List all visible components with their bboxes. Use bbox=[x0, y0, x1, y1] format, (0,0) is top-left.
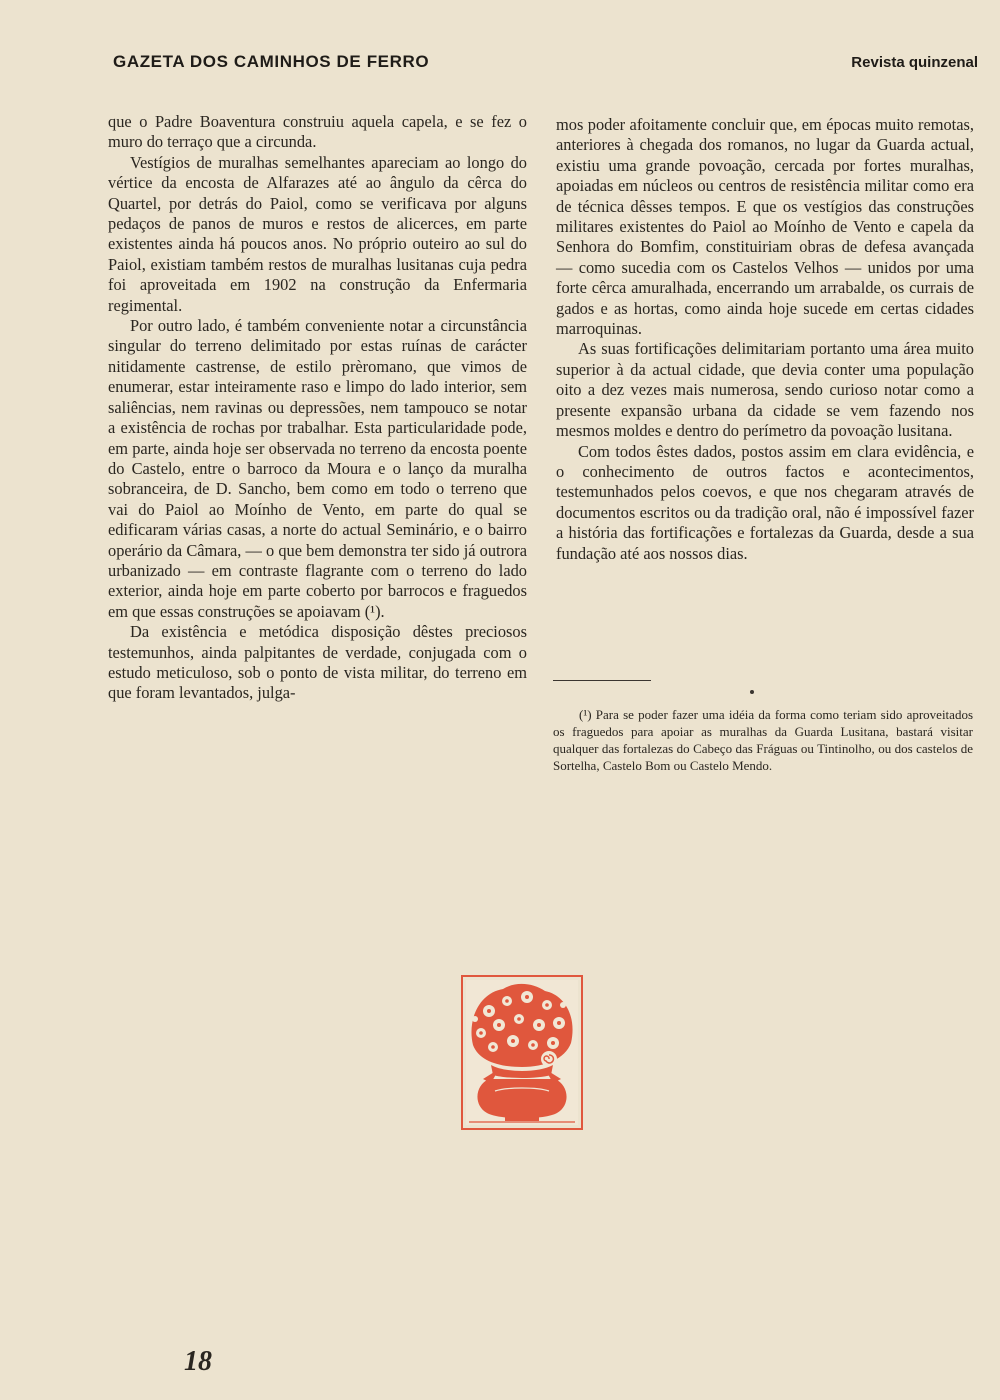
paragraph-left-1: que o Padre Boaventura construiu aquela capela, e se fez o muro do terraço que a circunda. bbox=[108, 112, 527, 152]
footnote bbox=[553, 706, 973, 774]
page-number: 18 bbox=[184, 1346, 212, 1377]
footnote-text: (¹) Para se poder fazer uma idéia da forma como teriam sido aproveitados os fraguedos para apoiar as muralhas da Guarda Lusitana, bastará visitar qualquer das fortalezas do Cabeço das Fráguas ou Tintinolho, ou dos castelos de Sortelha, Castelo Bom ou Castelo Mendo. bbox=[553, 707, 973, 773]
paragraph-right-2: As suas fortificações delimitariam portanto uma área muito superior à da actual cidade, que devia conter uma população oito a dez vezes mais numerosa, sendo curioso notar como a presente expansão urbana da cidade se vem fazendo nos mesmos moldes e dentro do perímetro da povoação lusitana. bbox=[556, 339, 974, 441]
footnote-divider bbox=[553, 680, 651, 681]
paragraph-left-3: Por outro lado, é também conveniente notar a circunstância singular do terreno delimitado por estas ruínas de carácter nitidamente castrense, de estilo prèromano, que vimos de enumerar, estar inteiramente raso e limpo do lado interior, sem saliências, nem ravinas ou depressões, nem tampouco se notar a existência de rochas por trabalhar. Esta particularidade pode, em parte, ainda hoje ser observada no terreno da encosta poente do Castelo, entre o barroco da Moura e o lanço da muralha sobranceira, de D. Sancho, bem como em todo o terreno que vai do Paiol ao Moínho de Vento, em parte do qual se edificaram várias casas, a norte do actual Seminário, e o bairro operário da Câmara, — o que bem demonstra ter sido já outrora urbanizado — em contraste flagrante com o terreno do lado exterior, ainda hoje em parte coberto por barrocos e fraguedos em que essas construções se apoiavam (¹). bbox=[108, 316, 527, 621]
paragraph-left-4: Da existência e metódica disposição dêstes preciosos testemunhos, ainda palpitantes de verdade, conjugada com o estudo meticuloso, sob o ponto de vista militar, do terreno em que foram levantados, julga- bbox=[108, 622, 527, 703]
paragraph-right-1: mos poder afoitamente concluir que, em épocas muito remotas, anteriores à chegada dos romanos, no lugar da Guarda actual, existiu uma grande povoação, cercada por fortes muralhas, apoiadas em núcleos ou centros de resistência militar como era de técnica dêsses tempos. E que os vestígios das construções militares existentes do Paiol ao Moínho de Vento e capela da Senhora do Bomfim, constituiriam obras de defesa avançada — como sucedia com os Castelos Velhos — unidos por uma forte cêrca amuralhada, encerrando um arrabalde, os currais de gados e as hortas, como ainda hoje sucede em certas cidades marroquinas. bbox=[556, 115, 974, 339]
paragraph-right-3: Com todos êstes dados, postos assim em clara evidência, e o conhecimento de outros factos e acontecimentos, testemunhados pelos coevos, e que nos chegaram através de documentos escritos ou da tradição oral, não é impossível fazer a história das fortificações e fortalezas da Guarda, desde a sua fundação até aos nossos dias. bbox=[556, 441, 974, 563]
ink-dot bbox=[750, 690, 754, 694]
publication-title: GAZETA DOS CAMINHOS DE FERRO bbox=[113, 52, 430, 71]
publication-subtitle: Revista quinzenal bbox=[851, 54, 978, 71]
flower-vase-woodcut-icon bbox=[461, 975, 583, 1130]
paragraph-left-2: Vestígios de muralhas semelhantes apareciam ao longo do vértice da encosta de Alfarazes até ao ângulo da cêrca do Quartel, por detrás do Paiol, como se verificava por alguns pedaços de panos de muros e restos de alicerces, em parte existentes ainda há poucos anos. No próprio outeiro ao sul do Paiol, existiam também restos de muralhas lusitanas cuja pedra foi aproveitada em 1902 na construção da Enfermaria regimental. bbox=[108, 152, 527, 315]
left-column bbox=[108, 112, 527, 704]
right-column bbox=[556, 115, 974, 564]
